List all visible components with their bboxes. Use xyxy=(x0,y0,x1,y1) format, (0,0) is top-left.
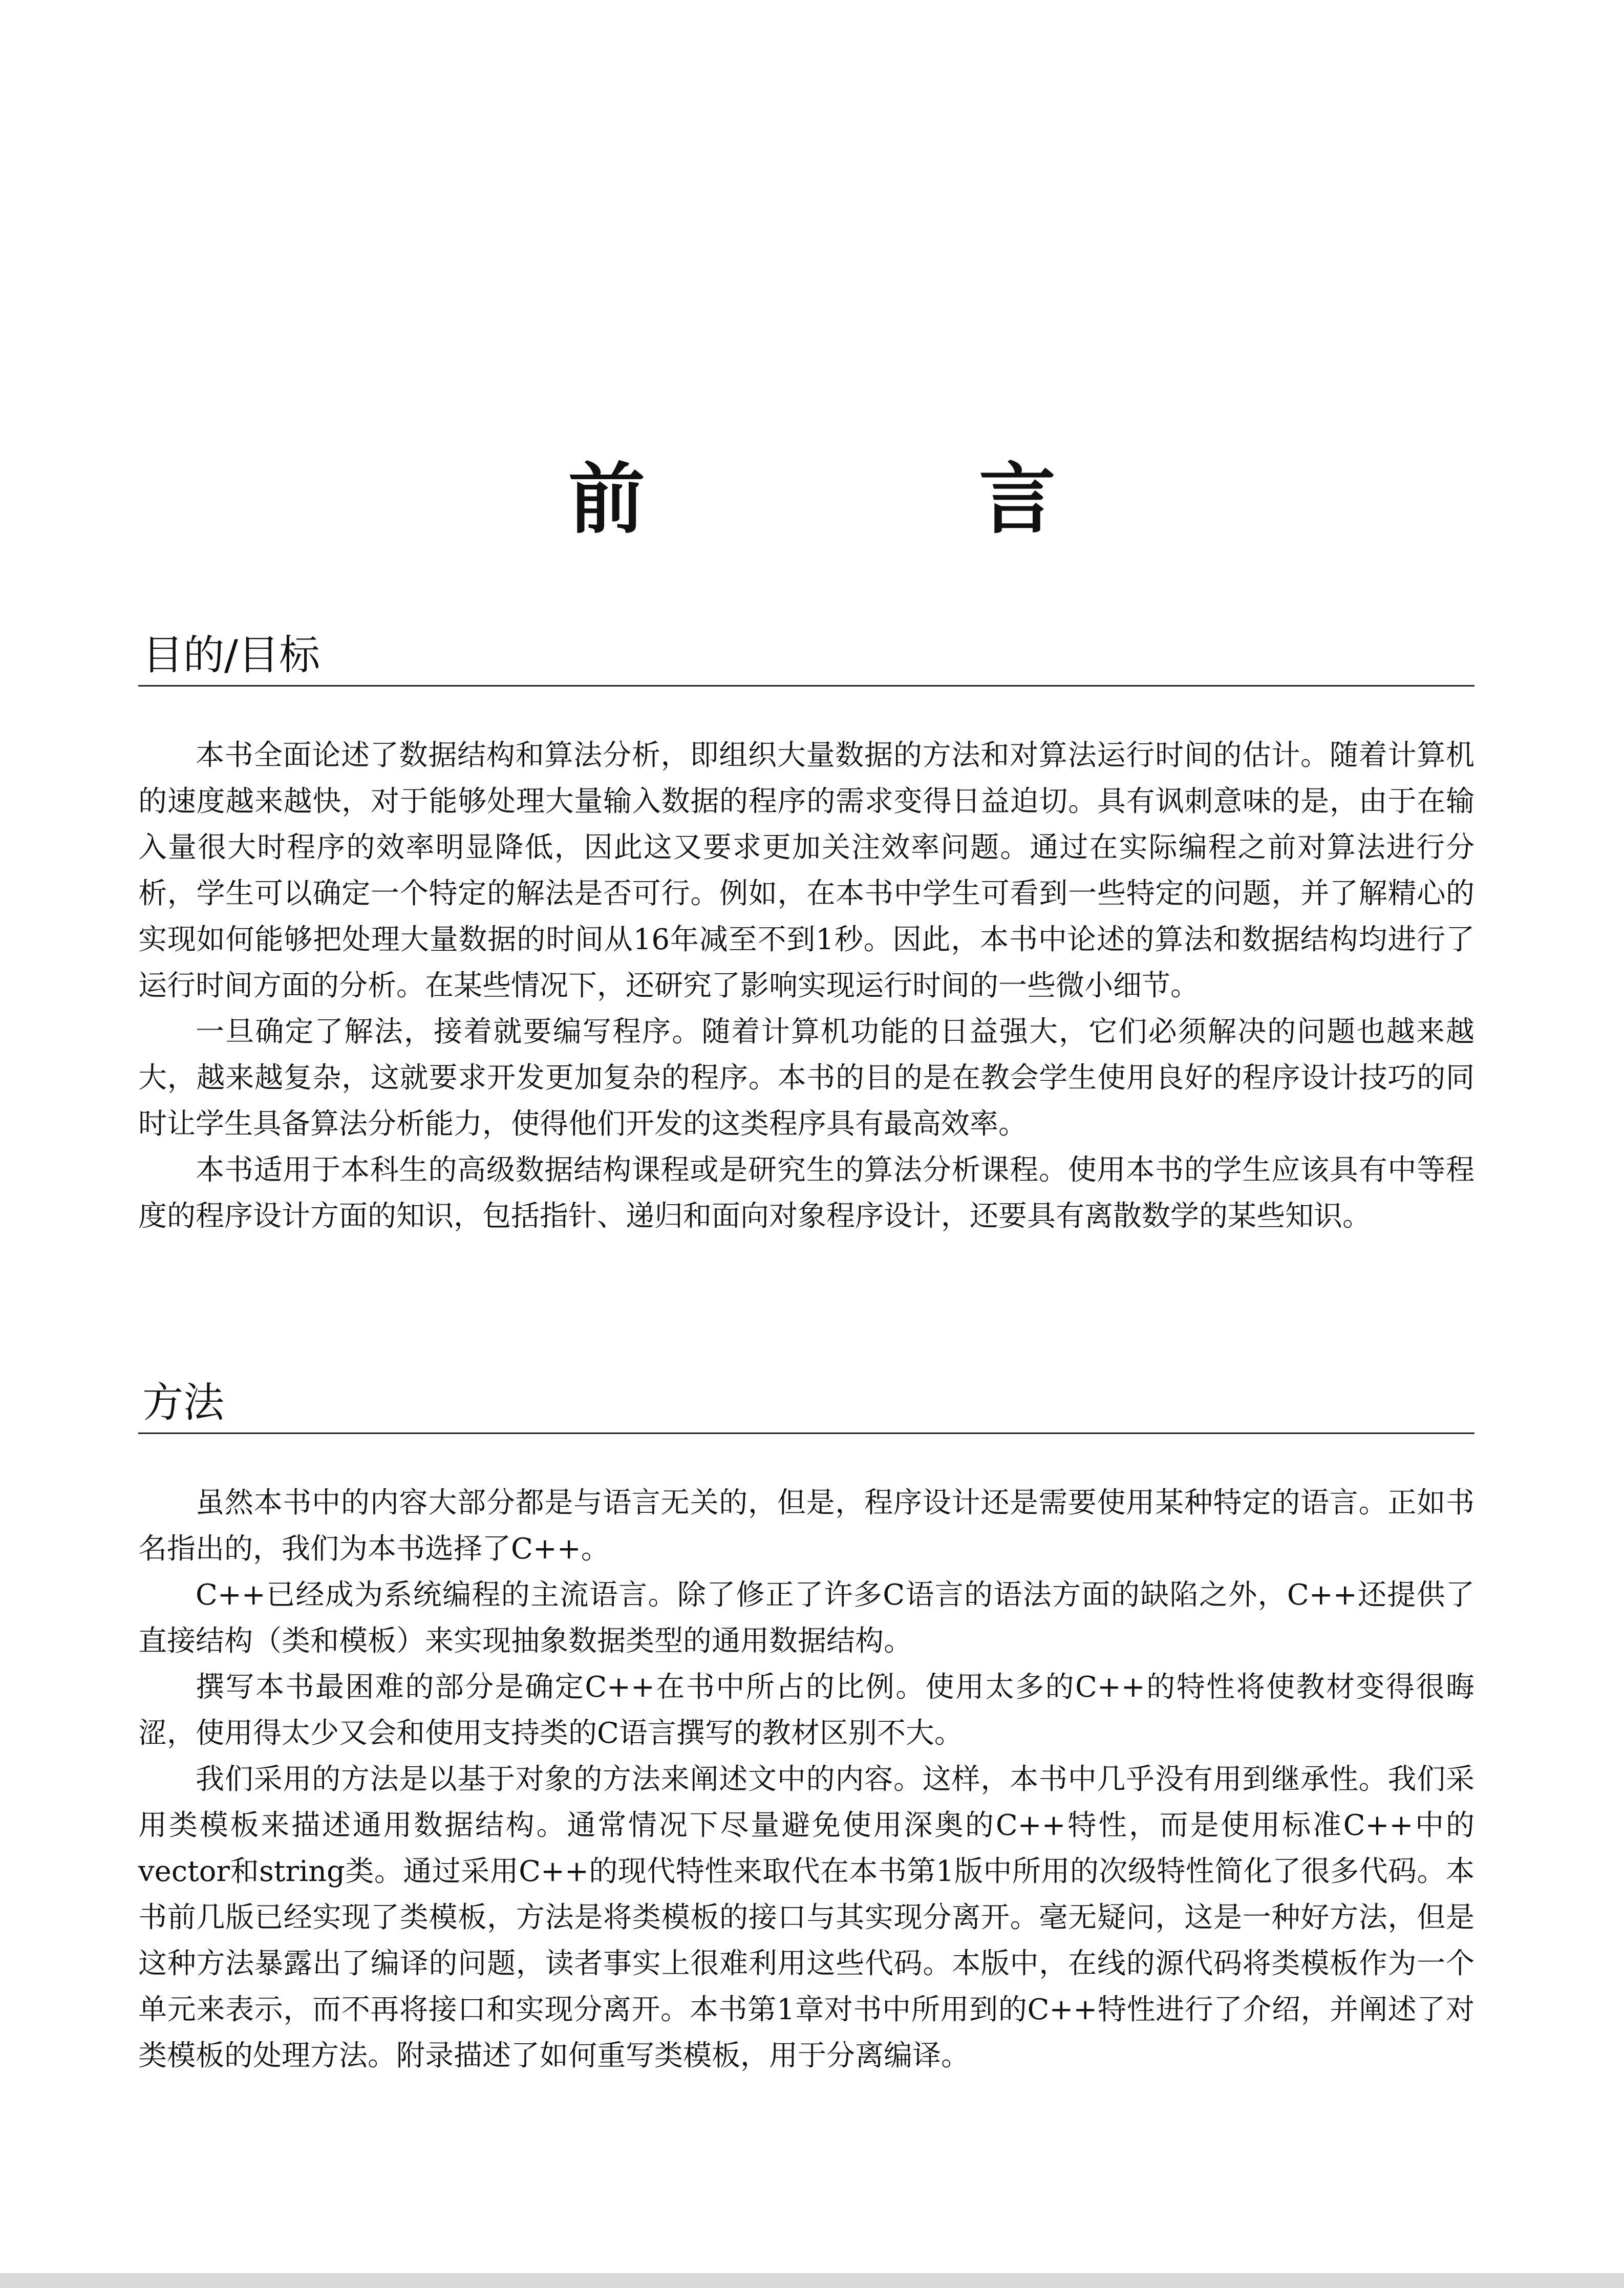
section-body xyxy=(138,733,1475,1239)
paragraph: 虽然本书中的内容大部分都是与语言无关的，但是，程序设计还是需要使用某种特定的语言。正如书名指出的，我们为本书选择了C++。 xyxy=(138,1486,1475,1566)
paragraph: C++已经成为系统编程的主流语言。除了修正了许多C语言的语法方面的缺陷之外，C++还提供了直接结构（类和模板）来实现抽象数据类型的通用数据结构。 xyxy=(138,1578,1475,1658)
paragraph: 我们采用的方法是以基于对象的方法来阐述文中的内容。这样，本书中几乎没有用到继承性。我们采用类模板来描述通用数据结构。通常情况下尽量避免使用深奥的C++特性，而是使用标准C++中的vector和string类。通过采用C++的现代特性来取代在本书第1版中所用的次级特性简化了很多代码。本书前几版已经实现了类模板，方法是将类模板的接口与其实现分离开。毫无疑问，这是一种好方法，但是这种方法暴露出了编译的问题，读者事实上很难利用这些代码。本版中，在线的源代码将类模板作为一个单元来表示，而不再将接口和实现分离开。本书第1章对书中所用到的C++特性进行了介绍，并阐述了对类模板的处理方法。附录描述了如何重写类模板，用于分离编译。 xyxy=(138,1763,1475,2072)
paragraph: 本书适用于本科生的高级数据结构课程或是研究生的算法分析课程。使用本书的学生应该具有中等程度的程序设计方面的知识，包括指针、递归和面向对象程序设计，还要具有离散数学的某些知识。 xyxy=(138,1153,1475,1233)
section-divider xyxy=(138,685,1475,687)
section-body xyxy=(138,1480,1475,2079)
section-heading: 方法 xyxy=(142,1379,224,1426)
paragraph: 撰写本书最困难的部分是确定C++在书中所占的比例。使用太多的C++的特性将使教材变得很晦涩，使用得太少又会和使用支持类的C语言撰写的教材区别不大。 xyxy=(138,1671,1475,1750)
scan-bottom-edge xyxy=(0,2273,1624,2288)
section-divider xyxy=(138,1432,1475,1434)
section-purpose xyxy=(138,631,1475,1239)
paragraph: 一旦确定了解法，接着就要编写程序。随着计算机功能的日益强大，它们必须解决的问题也越来越大，越来越复杂，这就要求开发更加复杂的程序。本书的目的是在教会学生使用良好的程序设计技巧的同时让学生具备算法分析能力，使得他们开发的这类程序具有最高效率。 xyxy=(138,1015,1475,1141)
section-heading: 目的/目标 xyxy=(142,631,320,679)
page-title: 前 言 xyxy=(568,455,1210,544)
paragraph: 本书全面论述了数据结构和算法分析，即组织大量数据的方法和对算法运行时间的估计。随着计算机的速度越来越快，对于能够处理大量输入数据的程序的需求变得日益迫切。具有讽刺意味的是，由于在输入量很大时程序的效率明显降低，因此这又要求更加关注效率问题。通过在实际编程之前对算法进行分析，学生可以确定一个特定的解法是否可行。例如，在本书中学生可看到一些特定的问题，并了解精心的实现如何能够把处理大量数据的时间从16年减至不到1秒。因此，本书中论述的算法和数据结构均进行了运行时间方面的分析。在某些情况下，还研究了影响实现运行时间的一些微小细节。 xyxy=(138,739,1475,1002)
section-approach xyxy=(138,1379,1475,2079)
